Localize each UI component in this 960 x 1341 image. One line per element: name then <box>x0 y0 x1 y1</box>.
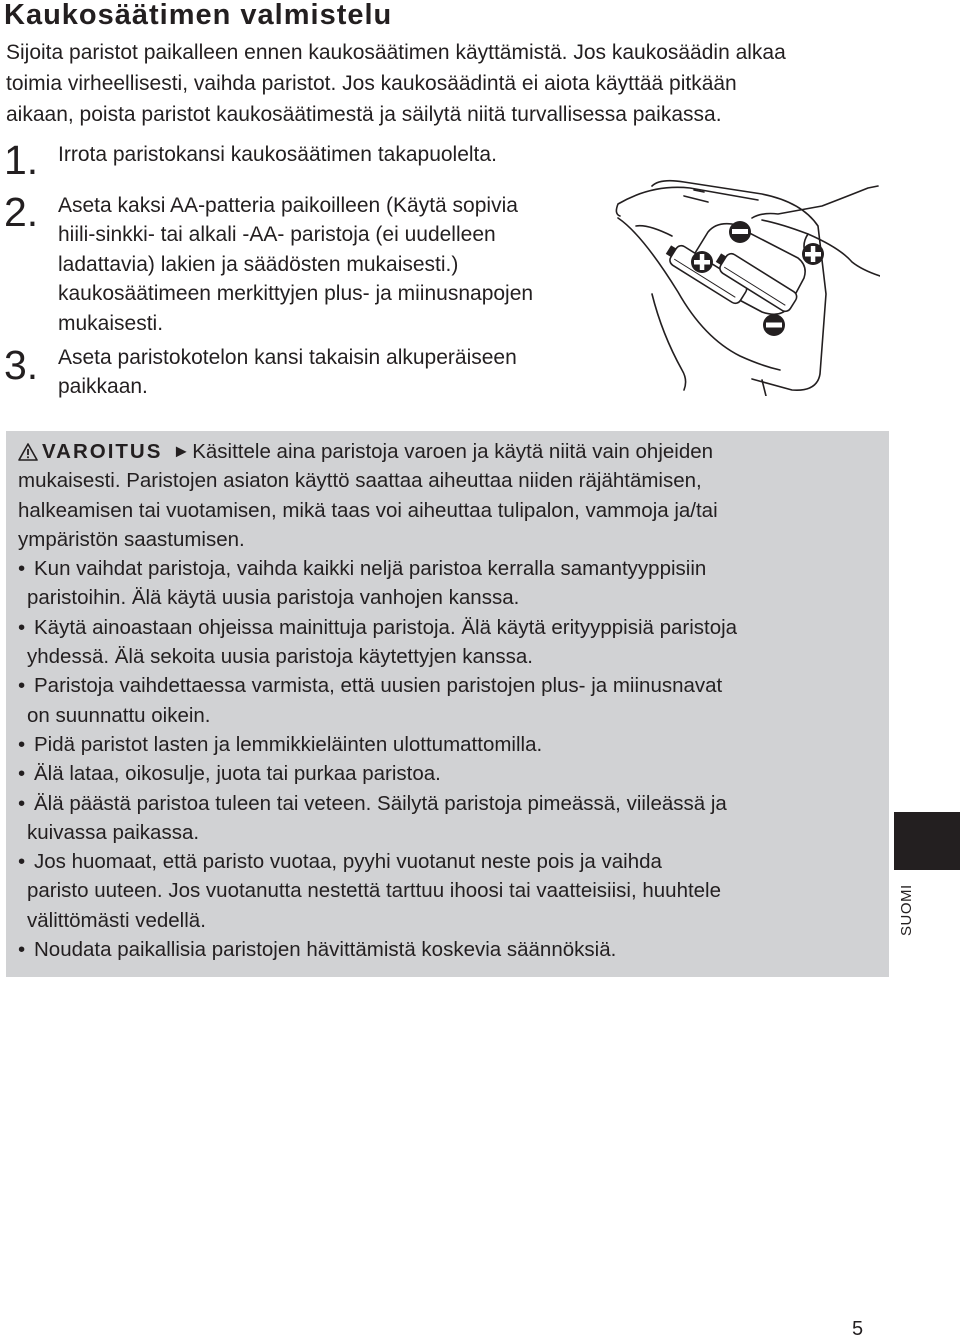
plus-marker-icon <box>691 251 713 273</box>
bullet-item: • Pidä paristot lasten ja lemmikkieläinten ulottumattomilla. <box>18 730 737 759</box>
warning-box <box>6 431 889 977</box>
language-tab-marker <box>894 812 960 870</box>
bullet-item-continuation: välittömästi vedellä. <box>27 908 206 932</box>
step-line: Aseta kaksi AA-patteria paikoilleen (Käytä sopivia <box>58 194 518 217</box>
bullet-item: • Kun vaihdat paristoja, vaihda kaikki neljä paristoa kerralla samantyyppisiin <box>18 554 737 583</box>
step-line: hiili-sinkki- tai alkali -AA- paristoja (ei uudelleen <box>58 223 496 247</box>
step-3-text <box>58 343 517 402</box>
page-title: Kaukosäätimen valmistelu <box>4 0 393 31</box>
step-2-number: 2. <box>4 189 39 235</box>
step-1-number: 1. <box>4 137 39 183</box>
minus-marker-icon <box>763 314 785 336</box>
plus-marker-icon <box>802 243 824 265</box>
bullet-item-continuation: paristoihin. Älä käytä uusia paristoja vanhojen kanssa. <box>27 586 520 610</box>
bullet-item: • Käytä ainoastaan ohjeissa mainittuja paristoja. Älä käytä erityyppisiä paristoja <box>18 613 737 642</box>
bullet-item-continuation: paristo uuteen. Jos vuotanutta nestettä tarttuu ihoosi tai vaatteisiisi, huuhtele <box>27 879 722 903</box>
step-line: Irrota paristokansi kaukosäätimen takapuolelta. <box>58 143 497 166</box>
language-tab-label: SUOMI <box>898 884 915 936</box>
bullet-item: • Noudata paikallisia paristojen hävittämistä koskevia säännöksiä. <box>18 935 737 964</box>
warning-content <box>18 437 737 964</box>
intro-line: toimia virheellisesti, vaihda paristot. Jos kaukosäädintä ei aiota käyttää pitkään <box>6 72 737 95</box>
arrow-right-icon: ► <box>172 441 191 461</box>
step-line: Aseta paristokotelon kansi takaisin alkuperäiseen <box>58 346 517 369</box>
warning-text: mukaisesti. Paristojen asiaton käyttö saattaa aiheuttaa niiden räjähtämisen, <box>18 469 702 493</box>
remote-battery-insertion-illustration <box>612 174 880 396</box>
bullet-icon: • <box>18 615 26 639</box>
bullet-item-continuation: kuivassa paikassa. <box>27 820 200 844</box>
bullet-icon: • <box>18 850 26 874</box>
bullet-item: • Paristoja vaihdettaessa varmista, että uusien paristojen plus- ja miinusnavat <box>18 671 737 700</box>
warning-text: Käsittele aina paristoja varoen ja käytä niitä vain ohjeiden <box>192 440 714 463</box>
warning-text: ympäristön saastumisen. <box>18 527 245 551</box>
bullet-icon: • <box>18 674 26 698</box>
intro-paragraph <box>6 37 886 130</box>
step-2-text <box>58 191 533 338</box>
step-1-text <box>58 140 497 169</box>
warning-triangle-icon <box>18 442 38 462</box>
bullet-item: • Jos huomaat, että paristo vuotaa, pyyhi vuotanut neste pois ja vaihda <box>18 847 737 876</box>
step-line: paikkaan. <box>58 375 148 399</box>
bullet-icon: • <box>18 791 26 815</box>
bullet-item: • Älä lataa, oikosulje, juota tai purkaa paristoa. <box>18 759 737 788</box>
bullet-icon: • <box>18 557 26 581</box>
bullet-icon: • <box>18 762 26 786</box>
bullet-item-continuation: on suunnattu oikein. <box>27 703 211 727</box>
step-line: kaukosäätimeen merkittyjen plus- ja miinusnapojen <box>58 282 534 306</box>
warning-heading-line <box>18 437 737 466</box>
page-number: 5 <box>852 1318 864 1340</box>
bullet-icon: • <box>18 938 26 962</box>
step-3-number: 3. <box>4 342 39 388</box>
warning-label: VAROITUS <box>42 440 163 463</box>
bullet-item: • Älä päästä paristoa tuleen tai veteen. Säilytä paristoja pimeässä, viileässä ja <box>18 789 737 818</box>
bullet-item-continuation: yhdessä. Älä sekoita uusia paristoja käytettyjen kanssa. <box>27 645 533 669</box>
warning-text: halkeamisen tai vuotamisen, mikä taas voi aiheuttaa tulipalon, vammoja ja/tai <box>18 498 718 522</box>
bullet-icon: • <box>18 732 26 756</box>
intro-line: Sijoita paristot paikalleen ennen kaukosäätimen käyttämistä. Jos kaukosäädin alkaa <box>6 41 786 64</box>
step-line: ladattavia) lakien ja säädösten mukaisesti.) <box>58 252 459 276</box>
intro-line: aikaan, poista paristot kaukosäätimestä ja säilytä niitä turvallisessa paikassa. <box>6 103 722 126</box>
step-line: mukaisesti. <box>58 311 164 335</box>
minus-marker-icon <box>729 221 751 243</box>
